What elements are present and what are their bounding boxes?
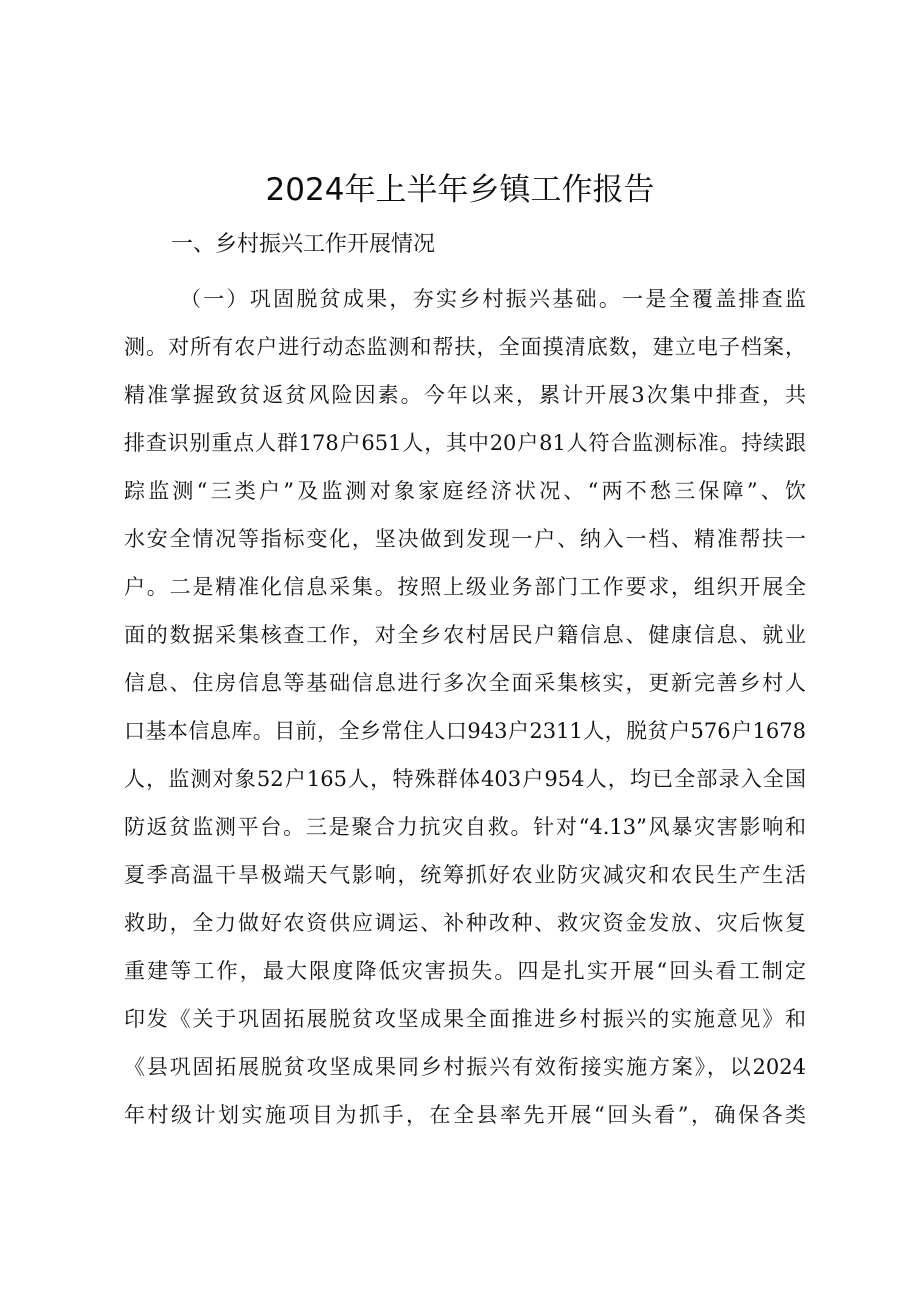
paragraph-line: 排查识别重点人群178户651人，其中20户81人符合监测标准。持续跟 — [124, 431, 806, 455]
paragraph-line: 救助，全力做好农资供应调运、补种改种、救灾资金发放、灾后恢复 — [124, 911, 806, 935]
paragraph-line: 年村级计划实施项目为抓手，在全县率先开展“回头看”，确保各类 — [124, 1103, 806, 1127]
paragraph-line: 重建等工作，最大限度降低灾害损失。四是扎实开展“回头看工制定 — [124, 959, 806, 983]
paragraph-line: 口基本信息库。目前，全乡常住人口943户2311人，脱贫户576户1678 — [124, 719, 806, 743]
paragraph-line: 信息、住房信息等基础信息进行多次全面采集核实，更新完善乡村人 — [124, 671, 806, 695]
paragraph-line: 《县巩固拓展脱贫攻坚成果同乡村振兴有效衔接实施方案》，以2024 — [124, 1055, 806, 1079]
paragraph-line: 测。对所有农户进行动态监测和帮扶，全面摸清底数，建立电子档案， — [124, 335, 806, 359]
section-heading: 一、乡村振兴工作开展情况 — [171, 232, 436, 257]
paragraph-line: 户。二是精准化信息采集。按照上级业务部门工作要求，组织开展全 — [124, 575, 806, 599]
paragraph-line: 踪监测“三类户”及监测对象家庭经济状况、“两不愁三保障”、饮 — [124, 479, 806, 503]
paragraph-line: 人，监测对象52户165人，特殊群体403户954人，均已全部录入全国 — [124, 767, 806, 791]
paragraph-line: 印发《关于巩固拓展脱贫攻坚成果全面推进乡村振兴的实施意见》和 — [124, 1007, 806, 1031]
paragraph-line: 水安全情况等指标变化，坚决做到发现一户、纳入一档、精准帮扶一 — [124, 527, 806, 551]
document-title: 2024年上半年乡镇工作报告 — [265, 172, 655, 208]
paragraph-line: 面的数据采集核查工作，对全乡农村居民户籍信息、健康信息、就业 — [124, 623, 806, 647]
paragraph-line: （一）巩固脱贫成果，夯实乡村振兴基础。一是全覆盖排查监 — [180, 287, 806, 311]
paragraph-line: 精准掌握致贫返贫风险因素。今年以来，累计开展3次集中排查，共 — [124, 383, 806, 407]
paragraph-line: 夏季高温干旱极端天气影响，统筹抓好农业防灾减灾和农民生产生活 — [124, 863, 806, 887]
paragraph-line: 防返贫监测平台。三是聚合力抗灾自救。针对“4.13”风暴灾害影响和 — [124, 815, 806, 839]
